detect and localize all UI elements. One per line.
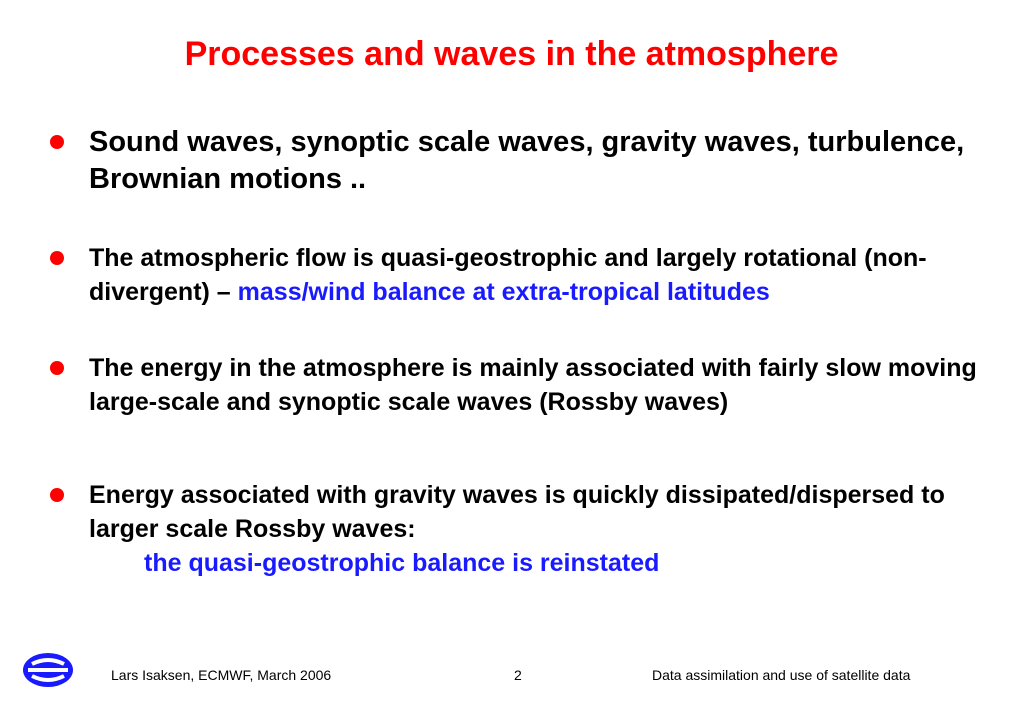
bullet-text: [89, 241, 990, 309]
bullet-text-main: The atmospheric flow is quasi-geostrophic and largely rotational (non-divergent) –: [89, 244, 927, 306]
bullet-text: [89, 478, 990, 580]
bullet-item: [50, 351, 990, 419]
slide-title: Processes and waves in the atmosphere: [184, 35, 839, 73]
ecmwf-logo-icon: [22, 652, 74, 688]
bullet-text-main: Energy associated with gravity waves is quickly dissipated/dispersed to larger scale Rossby waves:: [89, 481, 945, 543]
bullet-item: [50, 241, 990, 309]
bullet-text: The energy in the atmosphere is mainly associated with fairly slow moving large-scale and synoptic scale waves (Rossby waves): [89, 354, 977, 416]
bullet-dot-icon: [50, 488, 64, 502]
bullet-dot-icon: [50, 251, 64, 265]
bullet-dot-icon: [50, 361, 64, 375]
bullet-item: [50, 478, 990, 580]
bullet-dot-icon: [50, 135, 64, 149]
bullet-text: Sound waves, synoptic scale waves, gravity waves, turbulence, Brownian motions ..: [89, 126, 965, 195]
footer-topic: Data assimilation and use of satellite data: [652, 667, 911, 683]
bullet-item: [50, 124, 990, 198]
footer-author: Lars Isaksen, ECMWF, March 2006: [111, 667, 332, 683]
footer-page-number: 2: [514, 667, 522, 683]
bullet-highlight: mass/wind balance at extra-tropical latitudes: [237, 278, 770, 306]
bullet-highlight: the quasi-geostrophic balance is reinstated: [144, 549, 660, 577]
